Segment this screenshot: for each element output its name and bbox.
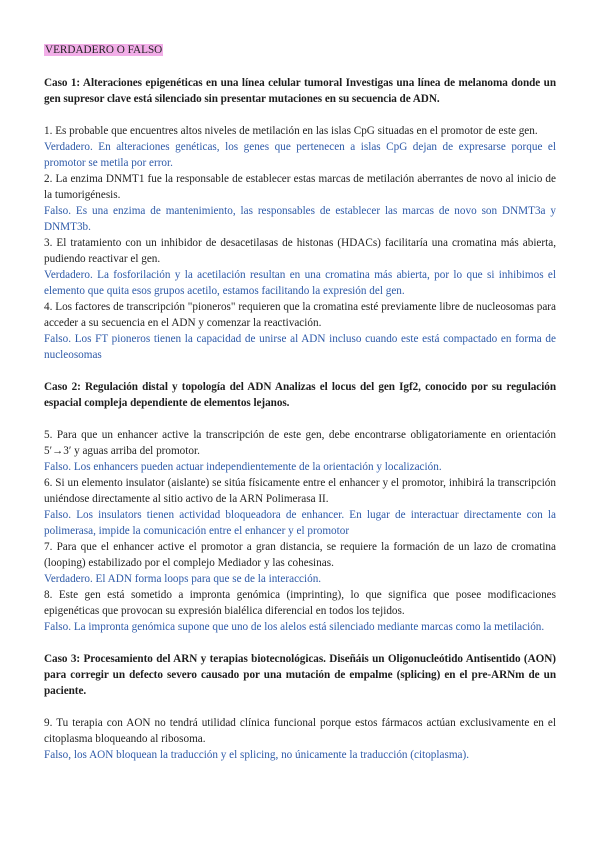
answer-6: Falso. Los insulators tienen actividad bloqueadora de enhancer. En lugar de interactuar directamente con la polimerasa, impide la comunicación entre el enhancer y el promotor <box>44 509 556 537</box>
case-heading: Caso 2: Regulación distal y topología del ADN Analizas el locus del gen Igf2, conocido por su regulación espacial compleja dependiente de elementos lejanos. <box>44 381 556 409</box>
title-wrap <box>44 42 556 60</box>
question-3: 3. El tratamiento con un inhibidor de desacetilasas de histonas (HDACs) facilitaría una cromatina más abierta, pudiendo reactivar el gen. <box>44 237 556 265</box>
answer-7: Verdadero. El ADN forma loops para que se de la interacción. <box>44 573 322 585</box>
question-9: 9. Tu terapia con AON no tendrá utilidad clínica funcional porque estos fármacos actúan exclusivamente en el citoplasma bloqueando al ribosoma. <box>44 717 556 745</box>
question-7: 7. Para que el enhancer active el promotor a gran distancia, se requiere la formación de un lazo de cromatina (looping) estabilizado por el complejo Mediador y las cohesinas. <box>44 541 556 569</box>
answer-1: Verdadero. En alteraciones genéticas, los genes que pertenecen a islas CpG dejan de expresarse porque el promotor se metila por error. <box>44 141 556 169</box>
answer-4: Falso. Los FT pioneros tienen la capacidad de unirse al ADN incluso cuando este está compactado en forma de nucleosomas <box>44 333 556 361</box>
case-heading: Caso 1: Alteraciones epigenéticas en una línea celular tumoral Investigas una línea de melanoma donde un gen supresor clave está silenciado sin presentar mutaciones en su secuencia de ADN. <box>44 77 556 105</box>
question-6: 6. Si un elemento insulator (aislante) se sitúa físicamente entre el enhancer y el promotor, inhibirá la transcripción uniéndose directamente al sitio activo de la ARN Polimerasa II. <box>44 477 556 505</box>
question-8: 8. Este gen está sometido a impronta genómica (imprinting), lo que significa que posee modificaciones epigenéticas que provocan su expresión bialélica diferencial en todos los tejidos. <box>44 589 556 617</box>
page-title: VERDADERO O FALSO <box>45 44 163 56</box>
question-4: 4. Los factores de transcripción "pioneros" requieren que la cromatina esté previamente libre de nucleosomas para acceder a su secuencia en el ADN y comenzar la reactivación. <box>44 301 556 329</box>
question-5: 5. Para que un enhancer active la transcripción de este gen, debe encontrarse obligatoriamente en orientación 5′→3′ y aguas arriba del promotor. <box>44 429 556 457</box>
question-1: 1. Es probable que encuentres altos niveles de metilación en las islas CpG situadas en el promotor de este gen. <box>44 125 538 137</box>
case-2 <box>44 379 556 635</box>
answer-8: Falso. La impronta genómica supone que uno de los alelos está silenciado mediante marcas como la metilación. <box>44 621 545 633</box>
answer-2: Falso. Es una enzima de mantenimiento, las responsables de establecer las marcas de novo son DNMT3a y DNMT3b. <box>44 205 556 233</box>
question-2: 2. La enzima DNMT1 fue la responsable de establecer estas marcas de metilación aberrantes de novo al inicio de la tumorigénesis. <box>44 173 556 201</box>
answer-3: Verdadero. La fosforilación y la acetilación resultan en una cromatina más abierta, por lo que si inhibimos el elemento que quita esos grupos acetilo, estamos facilitando la expresión del gen. <box>44 269 556 297</box>
case-1 <box>44 75 556 363</box>
case-heading: Caso 3: Procesamiento del ARN y terapias biotecnológicas. Diseñáis un Oligonucleótido Antisentido (AON) para corregir un defecto severo causado por una mutación de empalme (splicing) en el pre-ARNm de un paciente. <box>44 653 556 697</box>
case-3 <box>44 651 556 763</box>
answer-9: Falso, los AON bloquean la traducción y el splicing, no únicamente la traducción (citoplasma). <box>44 749 470 761</box>
answer-5: Falso. Los enhancers pueden actuar independientemente de la orientación y localización. <box>44 461 442 473</box>
